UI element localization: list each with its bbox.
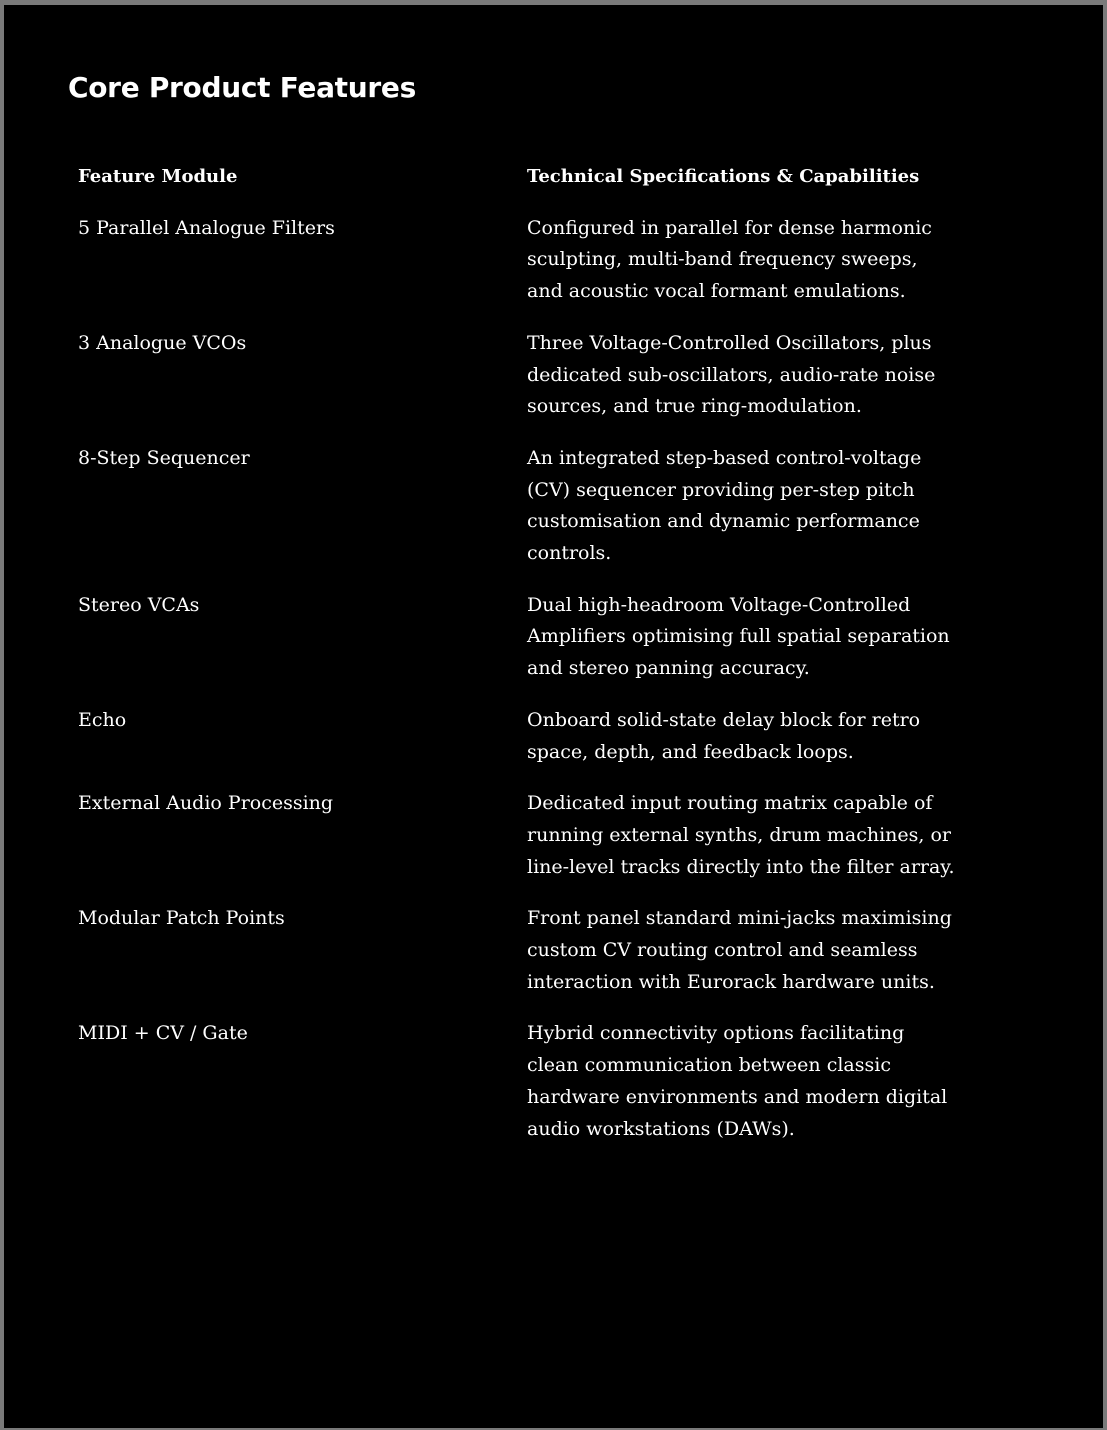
table-row bbox=[78, 705, 968, 768]
feature-module-cell: MIDI + CV / Gate bbox=[78, 1022, 248, 1045]
specification-cell: Dual high-headroom Voltage-Controlled Amplifiers optimising full spatial separation and stereo panning accuracy. bbox=[527, 593, 950, 680]
document-page bbox=[4, 5, 1103, 1428]
feature-module-cell: 5 Parallel Analogue Filters bbox=[78, 216, 335, 239]
page-title: Core Product Features bbox=[68, 71, 416, 104]
table-row bbox=[78, 213, 968, 308]
table-row bbox=[78, 788, 968, 883]
specification-cell: Onboard solid-state delay block for retro space, depth, and feedback loops. bbox=[527, 708, 921, 763]
feature-module-cell: External Audio Processing bbox=[78, 792, 334, 815]
specification-cell: Configured in parallel for dense harmonic sculpting, multi-band frequency sweeps, and acoustic vocal formant emulations. bbox=[527, 216, 932, 303]
feature-module-cell: 3 Analogue VCOs bbox=[78, 331, 247, 354]
specification-cell: Dedicated input routing matrix capable of running external synths, drum machines, or line-level tracks directly into the filter array. bbox=[527, 792, 955, 878]
column-header-specifications: Technical Specifications & Capabilities bbox=[527, 166, 920, 187]
column-header-feature-module: Feature Module bbox=[78, 166, 238, 187]
feature-module-cell: Stereo VCAs bbox=[78, 593, 200, 616]
specification-cell: Hybrid connectivity options facilitating clean communication between classic hardware environments and modern digital audio workstations (DAWs). bbox=[527, 1022, 948, 1140]
feature-module-cell: Modular Patch Points bbox=[78, 907, 285, 930]
table-header-row bbox=[78, 161, 968, 193]
specification-cell: Three Voltage-Controlled Oscillators, plus dedicated sub-oscillators, audio-rate noise sources, and true ring-modulation. bbox=[527, 331, 936, 418]
feature-module-cell: 8-Step Sequencer bbox=[78, 446, 250, 469]
table-row bbox=[78, 328, 968, 423]
table-row bbox=[78, 443, 968, 570]
specification-cell: Front panel standard mini-jacks maximising custom CV routing control and seamless interaction with Eurorack hardware units. bbox=[527, 907, 952, 993]
specification-cell: An integrated step-based control-voltage (CV) sequencer providing per-step pitch customisation and dynamic performance controls. bbox=[527, 446, 922, 565]
table-row bbox=[78, 1018, 968, 1145]
feature-module-cell: Echo bbox=[78, 708, 127, 731]
table-row bbox=[78, 590, 968, 685]
features-table bbox=[78, 161, 968, 1165]
table-row bbox=[78, 903, 968, 998]
